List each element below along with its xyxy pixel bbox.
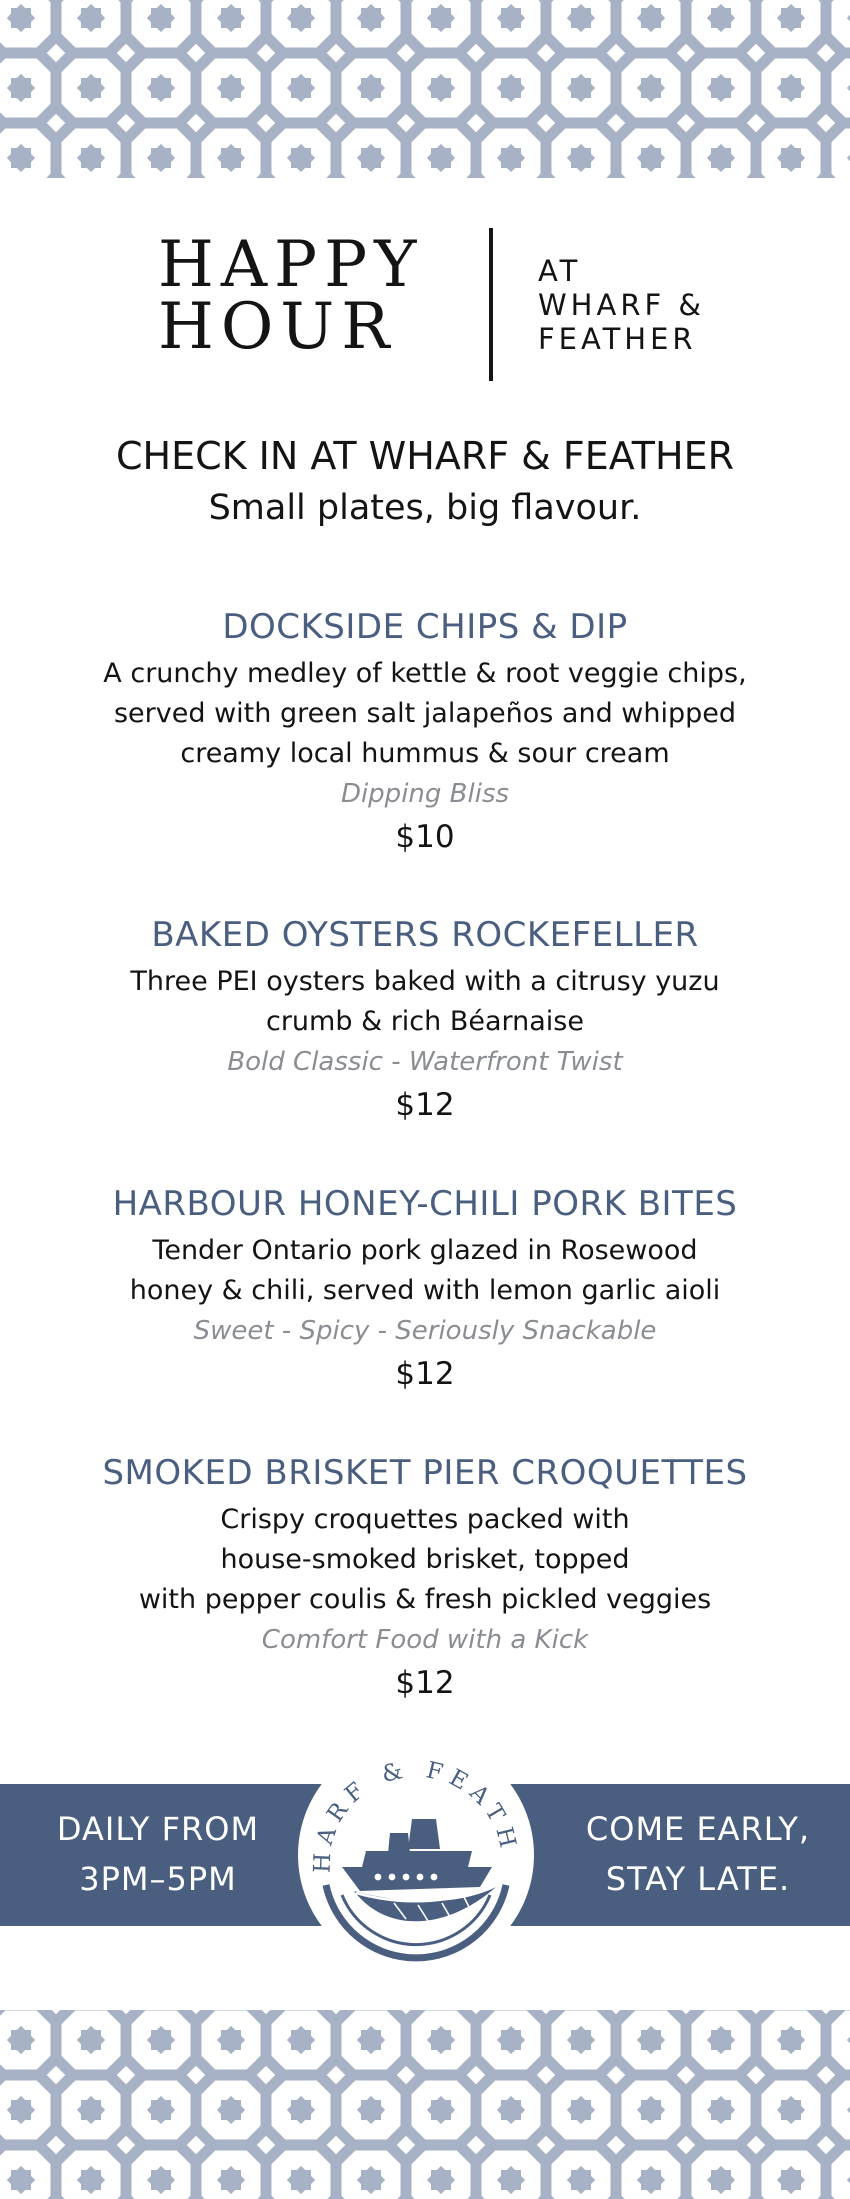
happy-hour-title: HAPPY HOUR bbox=[158, 228, 424, 364]
menu-item-name: SMOKED BRISKET PIER CROQUETTES bbox=[102, 1453, 748, 1493]
header-divider bbox=[489, 228, 493, 381]
menu-item-description: Crispy croquettes packed with house-smoked brisket, topped with pepper coulis & fresh pickled veggies bbox=[138, 1504, 712, 1615]
menu-item-tagline: Sweet - Spicy - Seriously Snackable bbox=[193, 1316, 657, 1346]
menu-item-name: BAKED OYSTERS ROCKEFELLER bbox=[151, 915, 699, 955]
header bbox=[0, 228, 850, 383]
tile-pattern-graphic bbox=[0, 0, 850, 178]
menu-item bbox=[0, 1181, 850, 1397]
menu-item bbox=[0, 912, 850, 1128]
menu-item-price: $12 bbox=[395, 1356, 455, 1392]
menu-item-price: $10 bbox=[395, 819, 455, 855]
decorative-tile-pattern-top bbox=[0, 0, 850, 178]
tile-pattern-graphic bbox=[0, 2010, 850, 2199]
banner-slogan-text: COME EARLY, STAY LATE. bbox=[585, 1810, 811, 1898]
menu-item bbox=[0, 1450, 850, 1706]
svg-text:WHARF & FEATHER: HARF & FEATH bbox=[309, 1756, 523, 1874]
menu-item bbox=[0, 604, 850, 860]
menu-item-description: Three PEI oysters baked with a citrusy yuzu crumb & rich Béarnaise bbox=[130, 966, 720, 1037]
menu-item-description: Tender Ontario pork glazed in Rosewood honey & chili, served with lemon garlic aioli bbox=[129, 1235, 721, 1306]
intro-tagline: Small plates, big flavour. bbox=[208, 488, 642, 528]
menu-item-name: HARBOUR HONEY-CHILI PORK BITES bbox=[112, 1184, 738, 1224]
intro bbox=[0, 430, 850, 534]
wharf-feather-logo bbox=[296, 1735, 536, 1975]
venue-subtitle: AT WHARF & FEATHER bbox=[538, 254, 705, 356]
banner-hours-text: DAILY FROM 3PM–5PM bbox=[56, 1810, 260, 1898]
menu-item-price: $12 bbox=[395, 1087, 455, 1123]
menu-item-price: $12 bbox=[395, 1665, 455, 1701]
menu-item-name: DOCKSIDE CHIPS & DIP bbox=[222, 607, 628, 647]
ship-on-feather-icon bbox=[296, 1735, 536, 1975]
menu-item-tagline: Dipping Bliss bbox=[340, 779, 510, 809]
menu-item-description: A crunchy medley of kettle & root veggie chips, served with green salt jalapeños and whipped creamy local hummus & sour cream bbox=[103, 658, 747, 769]
intro-title: CHECK IN AT WHARF & FEATHER bbox=[115, 434, 734, 478]
decorative-tile-pattern-bottom bbox=[0, 2010, 850, 2199]
menu-item-tagline: Comfort Food with a Kick bbox=[261, 1625, 589, 1655]
menu-item-tagline: Bold Classic - Waterfront Twist bbox=[227, 1047, 623, 1077]
